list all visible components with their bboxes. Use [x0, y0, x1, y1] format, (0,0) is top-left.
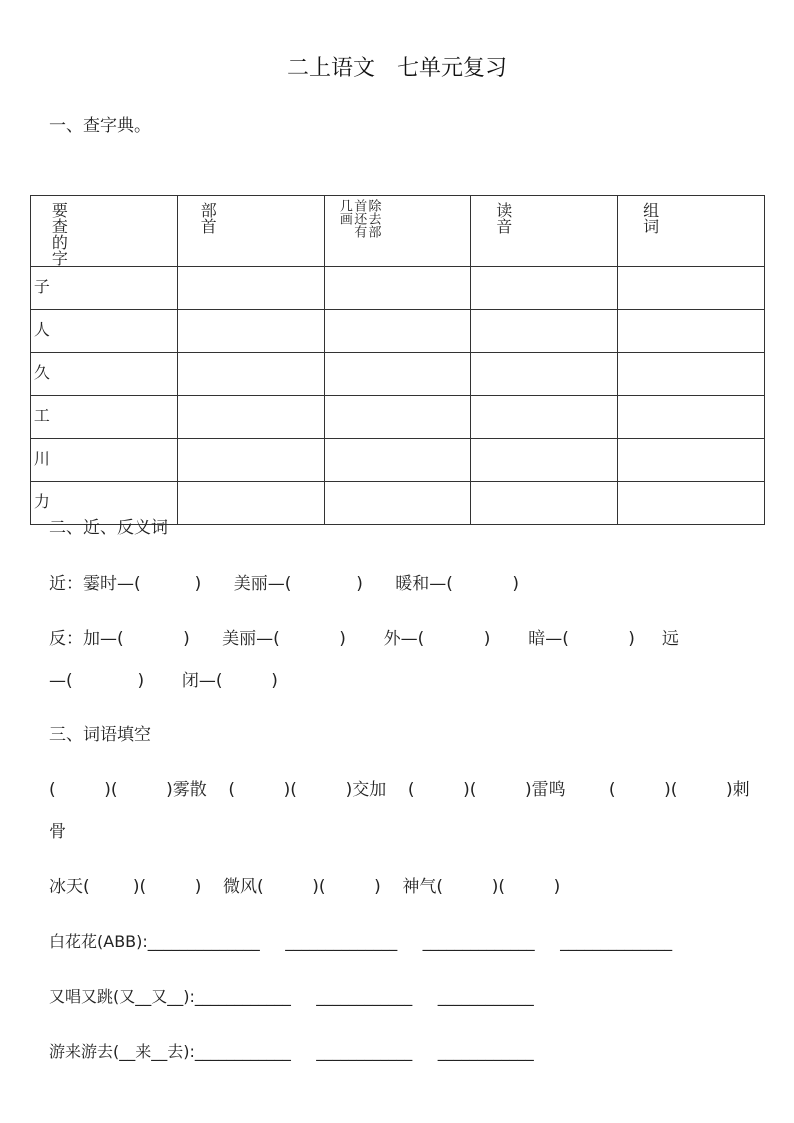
table-row [31, 310, 765, 353]
answer-cell[interactable] [324, 310, 471, 353]
antonym-line-continued: —( ) 闭—( ) [49, 671, 278, 691]
header-label: 部首 [198, 202, 218, 234]
fill-line: 冰天( )( ) 微风( )( ) 神气( )( ) [49, 877, 561, 897]
char-label: 人 [31, 320, 51, 337]
header-cell-words [618, 196, 765, 267]
header-cell-char [31, 196, 178, 267]
answer-cell[interactable] [471, 310, 618, 353]
pattern-line: 游来游去(__来__去):____________ ____________ ____________ [49, 1042, 534, 1061]
answer-cell[interactable] [177, 353, 324, 396]
answer-cell[interactable] [177, 439, 324, 482]
table-header-row [31, 196, 765, 267]
char-label: 久 [31, 363, 51, 380]
char-cell [31, 439, 178, 482]
table-row [31, 439, 765, 482]
char-label: 工 [31, 406, 51, 423]
answer-cell[interactable] [177, 482, 324, 525]
answer-cell[interactable] [618, 439, 765, 482]
char-label: 川 [31, 449, 51, 466]
header-label: 除去部首还有几画 [336, 199, 381, 238]
table-row [31, 396, 765, 439]
header-cell-pinyin [471, 196, 618, 267]
answer-cell[interactable] [324, 267, 471, 310]
char-cell [31, 396, 178, 439]
section3-heading: 三、词语填空 [49, 725, 151, 745]
char-cell [31, 310, 178, 353]
answer-cell[interactable] [324, 482, 471, 525]
header-label: 读音 [493, 202, 513, 234]
answer-cell[interactable] [471, 482, 618, 525]
char-label: 力 [31, 492, 51, 509]
answer-cell[interactable] [471, 267, 618, 310]
answer-cell[interactable] [471, 439, 618, 482]
header-label: 组词 [640, 202, 660, 234]
table-row [31, 353, 765, 396]
header-cell-radical [177, 196, 324, 267]
section2-heading: 二、近、反义词 [49, 518, 168, 538]
answer-cell[interactable] [324, 396, 471, 439]
char-cell [31, 267, 178, 310]
dictionary-table [30, 195, 765, 525]
answer-cell[interactable] [618, 310, 765, 353]
fill-line-continued: 骨 [49, 822, 66, 842]
answer-cell[interactable] [177, 267, 324, 310]
answer-cell[interactable] [471, 396, 618, 439]
header-label: 要查的字 [49, 202, 69, 266]
section1-heading: 一、查字典。 [49, 116, 151, 136]
answer-cell[interactable] [177, 310, 324, 353]
answer-cell[interactable] [618, 267, 765, 310]
answer-cell[interactable] [324, 439, 471, 482]
answer-cell[interactable] [618, 482, 765, 525]
page-title: 二上语文 七单元复习 [286, 56, 507, 81]
answer-cell[interactable] [471, 353, 618, 396]
answer-cell[interactable] [177, 396, 324, 439]
abb-line: 白花花(ABB):______________ ______________ ______________ ______________ [49, 932, 673, 951]
antonym-line: 反：加—( ) 美丽—( ) 外—( ) 暗—( ) 远 [49, 629, 679, 649]
answer-cell[interactable] [618, 396, 765, 439]
answer-cell[interactable] [324, 353, 471, 396]
fill-line: ( )( )雾散 ( )( )交加 ( )( )雷鸣 ( )( )刺 [49, 780, 750, 800]
header-cell-strokes [324, 196, 471, 267]
table-row [31, 267, 765, 310]
synonym-line: 近：霎时—( ) 美丽—( ) 暖和—( ) [49, 574, 519, 594]
char-cell [31, 353, 178, 396]
answer-cell[interactable] [618, 353, 765, 396]
char-label: 子 [31, 277, 51, 294]
pattern-line: 又唱又跳(又__又__):____________ ____________ ____________ [49, 987, 534, 1006]
